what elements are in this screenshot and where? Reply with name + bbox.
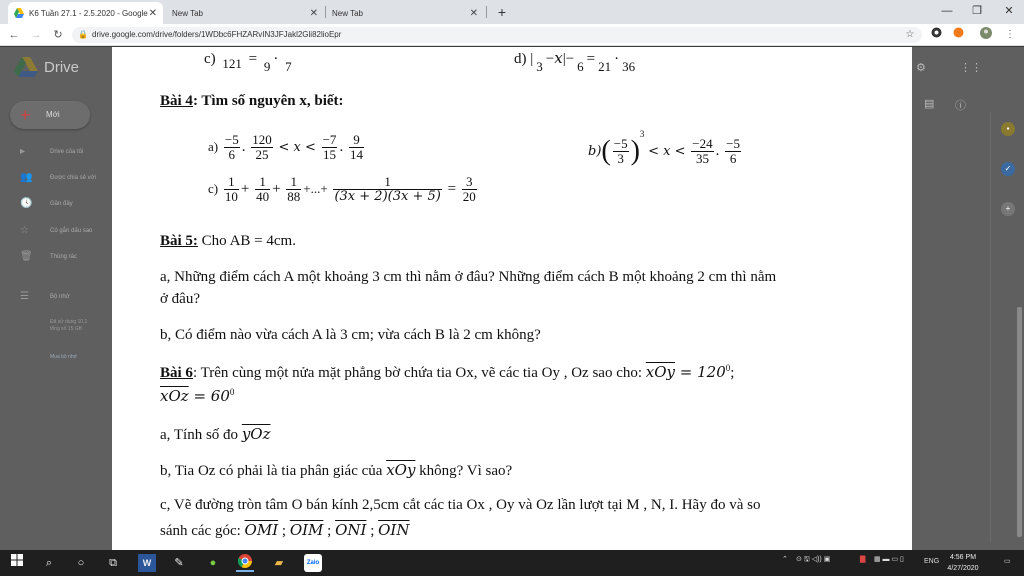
sidebar-item-label: Gần đây (50, 201, 73, 207)
variable-x: x (554, 48, 563, 67)
fraction-num: −5 (726, 136, 740, 152)
forward-button[interactable]: → (30, 29, 42, 41)
tab-title: New Tab (172, 8, 203, 18)
separator: ; (323, 523, 336, 539)
info-icon[interactable]: ⓘ (955, 100, 966, 112)
fraction-den: 10 (224, 189, 238, 204)
angle-oin: $\overline{OIN}$ (378, 521, 410, 539)
sidebar-item-recent[interactable] (0, 194, 112, 214)
scrollbar[interactable] (1017, 307, 1022, 537)
task-view-icon[interactable]: ⧉ (109, 557, 117, 569)
bai6c-text: sánh các góc: (160, 523, 245, 539)
tray-icons[interactable]: ⊙ 🖫 ◁)) ▣ (796, 556, 831, 563)
storage-usage-line1: Đã sử dụng 10,1 (50, 319, 88, 325)
item-label: c) (208, 180, 219, 196)
bookmark-star-icon[interactable]: ☆ (905, 29, 915, 40)
angle-oni: $\overline{ONI}$ (335, 521, 367, 539)
bai5-heading (160, 233, 296, 250)
extension-icon[interactable] (928, 27, 944, 43)
sidebar-item-starred[interactable] (0, 221, 112, 241)
fraction-num: −24 (692, 136, 713, 152)
fraction-num: 1 (286, 175, 301, 190)
tray-app-icon[interactable]: ▇ (860, 556, 866, 563)
fraction-den: 6 (577, 59, 584, 74)
angle-yoz: $\overline{yOz}$ (241, 425, 271, 443)
add-addon-icon[interactable]: + (1001, 202, 1015, 216)
fraction-den: 21 (598, 59, 612, 74)
start-button[interactable] (8, 554, 26, 572)
notification-icon[interactable]: ▭ (1004, 558, 1011, 565)
calendar-icon[interactable]: ▪ (1001, 122, 1015, 136)
tab-new-2[interactable] (326, 2, 484, 24)
drive-logo-text: Drive (44, 58, 80, 76)
fraction-num: 9 (349, 133, 364, 148)
back-button[interactable]: ← (8, 29, 20, 41)
windows-logo-icon (11, 554, 23, 566)
ellipsis: +...+ (303, 180, 328, 196)
fraction-den: 35 (695, 151, 709, 167)
trash-icon: 🗑 (20, 251, 33, 262)
angle-xoy: $\overline{xOy}$ (645, 363, 676, 381)
sidebar-item-label: Có gắn dấu sao (50, 228, 93, 234)
bai3-partial-d: d) | 3 −x|− 6 = 21 · 36 (514, 47, 638, 74)
bai5b: b, Có điểm nào vừa cách A là 3 cm; vừa cách B là 2 cm không? (160, 327, 541, 343)
bai4c: c) $\frac{1}{10}$ + $\frac{1}{40}$ + $\frac{1}{88}$ +...+ $\frac{1}{(3x + 2)(3x + 5)}$ = $\frac{3}{20}$ (208, 174, 476, 204)
bai4-text: : Tìm số nguyên x, biết: (192, 93, 344, 109)
bai5a-line1: a, Những điểm cách A một khoảng 3 cm thì nằm ở đâu? Những điểm cách B một khoảng 2 cm thì nằm (160, 269, 777, 285)
clock-date: 4/27/2020 (947, 565, 979, 572)
tab-drive[interactable] (8, 2, 163, 24)
avatar-icon (980, 27, 992, 39)
fraction-num: −5 (613, 136, 628, 152)
app-green-icon[interactable]: ● (209, 557, 217, 569)
tab-new-1[interactable] (166, 2, 324, 24)
sidebar-item-label: Được chia sẻ với (50, 175, 96, 181)
equals-sign: = (248, 50, 258, 67)
minimize-button[interactable]: — (941, 5, 953, 17)
inequality: < x < (278, 139, 316, 155)
bai6b-text: b, Tia Oz có phải là tia phân giác của (160, 463, 387, 479)
degree: 0 (229, 387, 235, 397)
bai6b-tail: không? Vì sao? (415, 463, 513, 479)
new-tab-button[interactable]: + (497, 4, 507, 20)
taskbar (0, 550, 1024, 576)
plus-icon: + (20, 105, 31, 125)
extension-orange-icon (953, 27, 964, 38)
fraction-num: 120 (252, 132, 272, 147)
fraction-den: 121 (222, 56, 242, 71)
storage-icon: ☰ (20, 291, 29, 302)
bai5-text: Cho AB = 4cm. (197, 233, 296, 249)
new-button-label: Mới (46, 110, 60, 119)
list-view-icon[interactable]: ▤ (924, 98, 935, 110)
fraction-den: (3x + 2)(3x + 5) (334, 189, 441, 204)
storage-usage-line2: tổng số 15 GB (50, 326, 82, 332)
fraction-den: 14 (349, 147, 363, 162)
degree: 0 (725, 363, 731, 373)
drive-logo[interactable] (14, 57, 79, 77)
browser-toolbar (0, 24, 1024, 46)
fraction-den: 7 (285, 59, 292, 74)
word-icon[interactable]: W (138, 554, 156, 572)
fraction-den: 3 (617, 151, 624, 167)
zalo-icon[interactable]: Zalo (304, 554, 322, 572)
bai4-label: Bài 4 (160, 93, 193, 109)
language-indicator[interactable]: ENG (924, 558, 940, 565)
tab-separator (486, 6, 487, 18)
fraction-den: 25 (255, 147, 269, 162)
reload-button[interactable]: ↻ (53, 29, 63, 41)
bai6-text: : Trên cùng một nửa mặt phẳng bờ chứa tia Ox, vẽ các tia Oy , Oz sao cho: (192, 365, 643, 381)
item-label: c) (204, 50, 216, 67)
angle-xoy: $\overline{xOy}$ (386, 461, 416, 479)
separator: ; (278, 523, 290, 539)
tab-bar (0, 0, 1024, 24)
search-icon[interactable]: ⌕ (45, 557, 53, 569)
sidebar-item-label: Bộ nhớ (50, 294, 70, 300)
bai4-heading (160, 93, 344, 110)
sidebar-item-my-drive[interactable] (0, 142, 112, 162)
fraction-num: 1 (224, 175, 239, 190)
sidebar-item-shared[interactable] (0, 168, 112, 188)
extension-circle-icon (931, 27, 942, 38)
sidebar-item-label: Thùng rác (50, 254, 78, 260)
fraction-num: 1 (255, 175, 270, 190)
close-window-button[interactable]: ✕ (1004, 5, 1014, 17)
angle-oim: $\overline{OIM}$ (289, 521, 324, 539)
bai4b: b)( $\frac{-5}{3}$ )$^3$ < x < $\frac{-24}{35}$ . $\frac{-5}{6}$ (588, 129, 740, 167)
bai6b (160, 461, 512, 480)
semicolon: ; (730, 365, 735, 381)
lock-icon: 🔒 (78, 30, 88, 39)
fraction-den: 20 (462, 189, 476, 204)
sidebar-item-storage[interactable] (0, 287, 112, 307)
angle-value: = 60 (188, 387, 230, 405)
chrome-icon[interactable] (236, 554, 254, 572)
tray-chevron-icon[interactable]: ⌃ (782, 556, 788, 563)
bai6-heading-cont (160, 387, 234, 406)
inequality: < x < (648, 144, 686, 159)
fraction-num: −7 (322, 132, 337, 147)
cortana-icon[interactable]: ○ (77, 557, 85, 569)
fraction-num: 3 (462, 175, 477, 190)
chrome-logo-icon (238, 554, 252, 568)
item-label: a) (208, 138, 219, 154)
clock[interactable] (940, 552, 986, 574)
maximize-button[interactable]: ❐ (972, 5, 982, 17)
tab-close-icon[interactable]: ✕ (309, 7, 318, 19)
address-bar[interactable] (72, 27, 922, 43)
sidebar-item-label: Drive của tôi (50, 149, 84, 155)
fraction-den: 40 (256, 189, 270, 204)
angle-omi: $\overline{OMI}$ (244, 521, 279, 539)
fraction-den: 88 (287, 189, 301, 204)
drive-favicon-icon (14, 8, 24, 18)
clock-time: 4:56 PM (949, 554, 977, 561)
separator: ; (366, 523, 379, 539)
bai6c-line1: c, Vẽ đường tròn tâm O bán kính 2,5cm cắt các tia Ox , Oy và Oz lần lượt tại M , N, I. Hãy đo và so (160, 497, 761, 513)
sidebar-item-trash[interactable] (0, 247, 112, 267)
bai5-label: Bài 5: (160, 233, 198, 249)
keep-icon[interactable]: ✓ (1001, 162, 1015, 176)
bai6c-line2 (160, 521, 409, 540)
bai3-partial-c: c) 121 = 9 · 7 (204, 47, 295, 74)
profile-icon[interactable] (978, 27, 994, 43)
fraction-den: 6 (228, 147, 236, 162)
bai6-label: Bài 6 (160, 365, 193, 381)
bai6a (160, 425, 271, 444)
fraction-den: 36 (622, 59, 636, 74)
extension-icon-2[interactable] (950, 27, 966, 43)
document-page (112, 47, 912, 550)
file-explorer-icon[interactable]: ▰ (274, 557, 284, 569)
tab-close-icon[interactable]: ✕ (148, 7, 157, 19)
fraction-num: 1 (333, 175, 441, 190)
my-drive-icon: ▸ (20, 146, 26, 157)
new-button[interactable] (10, 101, 90, 129)
tab-close-icon[interactable]: ✕ (469, 7, 478, 19)
drive-logo-icon (14, 57, 38, 77)
buy-storage-link[interactable]: Mua bộ nhớ (50, 354, 77, 360)
angle-value: = 120 (675, 363, 726, 381)
tray-icons-2[interactable]: ▦ ▬ ▭ ▯ (874, 556, 904, 563)
exponent: 3 (639, 129, 645, 139)
fraction-num: −5 (224, 132, 239, 147)
item-label: b) (588, 144, 602, 159)
item-label: d) (514, 50, 527, 67)
bai4a: a) $\frac{-5}{6}$ . $\frac{120}{25}$ < x < $\frac{-7}{15}$ . $\frac{9}{14}$ (208, 132, 363, 162)
bai6a-text: a, Tính số đo (160, 427, 242, 443)
fraction-den: 3 (536, 59, 543, 74)
fraction-den: 6 (729, 151, 737, 167)
star-icon: ☆ (20, 225, 29, 236)
clock-icon: 🕓 (20, 198, 33, 209)
apps-grid-icon[interactable]: ⋮⋮ (960, 62, 982, 74)
fraction-den: 15 (323, 147, 337, 162)
tab-title: K6 Tuần 27.1 - 2.5.2020 - Google (29, 8, 148, 18)
bai5a-line2: ở đâu? (160, 291, 200, 307)
menu-icon[interactable]: ⋮ (1005, 29, 1015, 40)
angle-xoz: $\overline{xOz}$ (160, 387, 189, 405)
fraction-den: 9 (263, 59, 271, 74)
app-icon[interactable]: ✎ (174, 557, 184, 569)
settings-icon[interactable]: ⚙ (916, 62, 926, 74)
bai6-heading (160, 363, 734, 382)
url-text: drive.google.com/drive/folders/1WDbc6FHZARvIN3JFJakl2Gli82lioEpr (92, 30, 342, 39)
tab-title: New Tab (332, 8, 363, 18)
people-icon: 👥 (20, 172, 33, 183)
